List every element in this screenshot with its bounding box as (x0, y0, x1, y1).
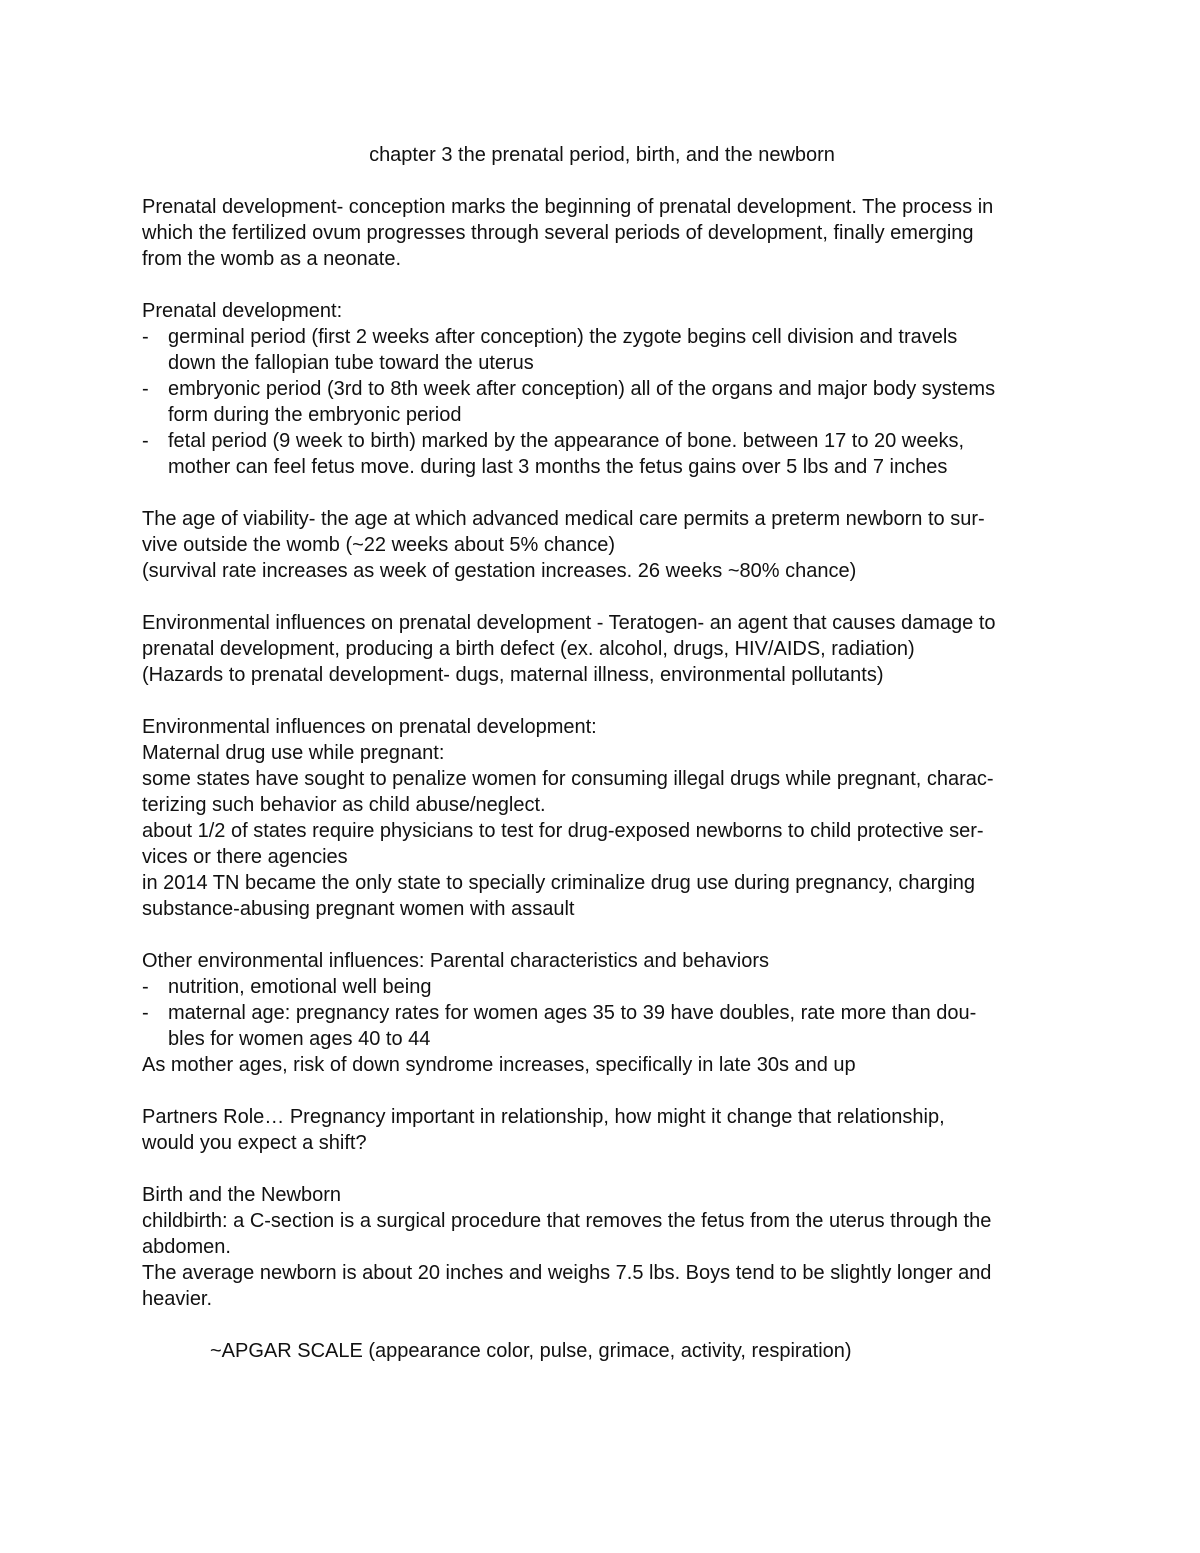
teratogen-paragraph (142, 610, 1062, 688)
list-item (142, 1000, 1062, 1052)
section-heading: Birth and the Newborn (142, 1184, 342, 1206)
text-line: prenatal development, producing a birth defect (ex. alcohol, drugs, HIV/AIDS, radiation) (142, 638, 915, 660)
section-heading: Prenatal development: (142, 300, 343, 322)
document-body (142, 142, 1062, 1364)
viability-paragraph (142, 506, 1062, 584)
text-line: which the fertilized ovum progresses through several periods of development, finally emerging (142, 222, 974, 244)
text-line: in 2014 TN became the only state to specially criminalize drug use during pregnancy, charging (142, 872, 976, 894)
text-line: would you expect a shift? (142, 1132, 367, 1154)
birth-section (142, 1182, 1062, 1312)
text-line: terizing such behavior as child abuse/neglect. (142, 794, 546, 816)
text-line: down the fallopian tube toward the uterus (168, 352, 534, 374)
list-item (142, 324, 1062, 376)
text-line: some states have sought to penalize women for consuming illegal drugs while pregnant, charac- (142, 768, 994, 790)
text-line: heavier. (142, 1288, 213, 1310)
text-line: abdomen. (142, 1236, 231, 1258)
text-line: - embryonic period (3rd to 8th week after conception) all of the organs and major body systems (168, 378, 996, 400)
text-line: (survival rate increases as week of gestation increases. 26 weeks ~80% chance) (142, 560, 857, 582)
text-line: Environmental influences on prenatal development - Teratogen- an agent that causes damage to (142, 612, 996, 634)
text-line: The average newborn is about 20 inches and weighs 7.5 lbs. Boys tend to be slightly longer and (142, 1262, 992, 1284)
text-line: vive outside the womb (~22 weeks about 5% chance) (142, 534, 616, 556)
text-line: bles for women ages 40 to 44 (168, 1028, 431, 1050)
other-influences-list (142, 974, 1062, 1052)
page-title: chapter 3 the prenatal period, birth, and the newborn (369, 144, 835, 166)
text-line: about 1/2 of states require physicians to test for drug-exposed newborns to child protective ser- (142, 820, 984, 842)
text-line: vices or there agencies (142, 846, 348, 868)
text-line: - maternal age: pregnancy rates for women ages 35 to 39 have doubles, rate more than dou- (168, 1002, 977, 1024)
list-item (142, 376, 1062, 428)
other-influences-section (142, 948, 1062, 1078)
text-line: (Hazards to prenatal development- dugs, maternal illness, environmental pollutants) (142, 664, 884, 686)
section-heading: Other environmental influences: Parental characteristics and behaviors (142, 950, 769, 972)
text-line: - germinal period (first 2 weeks after conception) the zygote begins cell division and travels (168, 326, 958, 348)
text-line: Environmental influences on prenatal development: (142, 716, 597, 738)
prenatal-list (142, 324, 1062, 480)
partners-paragraph (142, 1104, 1062, 1156)
text-line: form during the embryonic period (168, 404, 462, 426)
list-item (142, 974, 1062, 1000)
text-line: from the womb as a neonate. (142, 248, 402, 270)
text-line: The age of viability- the age at which advanced medical care permits a preterm newborn to sur- (142, 508, 985, 530)
text-line: As mother ages, risk of down syndrome increases, specifically in late 30s and up (142, 1054, 856, 1076)
text-line: Maternal drug use while pregnant: (142, 742, 445, 764)
text-line: - nutrition, emotional well being (168, 976, 432, 998)
prenatal-section (142, 298, 1062, 480)
text-line: childbirth: a C-section is a surgical procedure that removes the fetus from the uterus through the (142, 1210, 992, 1232)
text-line: Partners Role… Pregnancy important in relationship, how might it change that relationship, (142, 1106, 945, 1128)
apgar-line: ~APGAR SCALE (appearance color, pulse, grimace, activity, respiration) (210, 1340, 852, 1362)
text-line: Prenatal development- conception marks the beginning of prenatal development. The process in (142, 196, 994, 218)
text-line: - fetal period (9 week to birth) marked by the appearance of bone. between 17 to 20 weeks, (168, 430, 965, 452)
drug-use-paragraph (142, 714, 1062, 922)
text-line: substance-abusing pregnant women with assault (142, 898, 575, 920)
intro-paragraph (142, 194, 1062, 272)
list-item (142, 428, 1062, 480)
text-line: mother can feel fetus move. during last 3 months the fetus gains over 5 lbs and 7 inches (168, 456, 948, 478)
